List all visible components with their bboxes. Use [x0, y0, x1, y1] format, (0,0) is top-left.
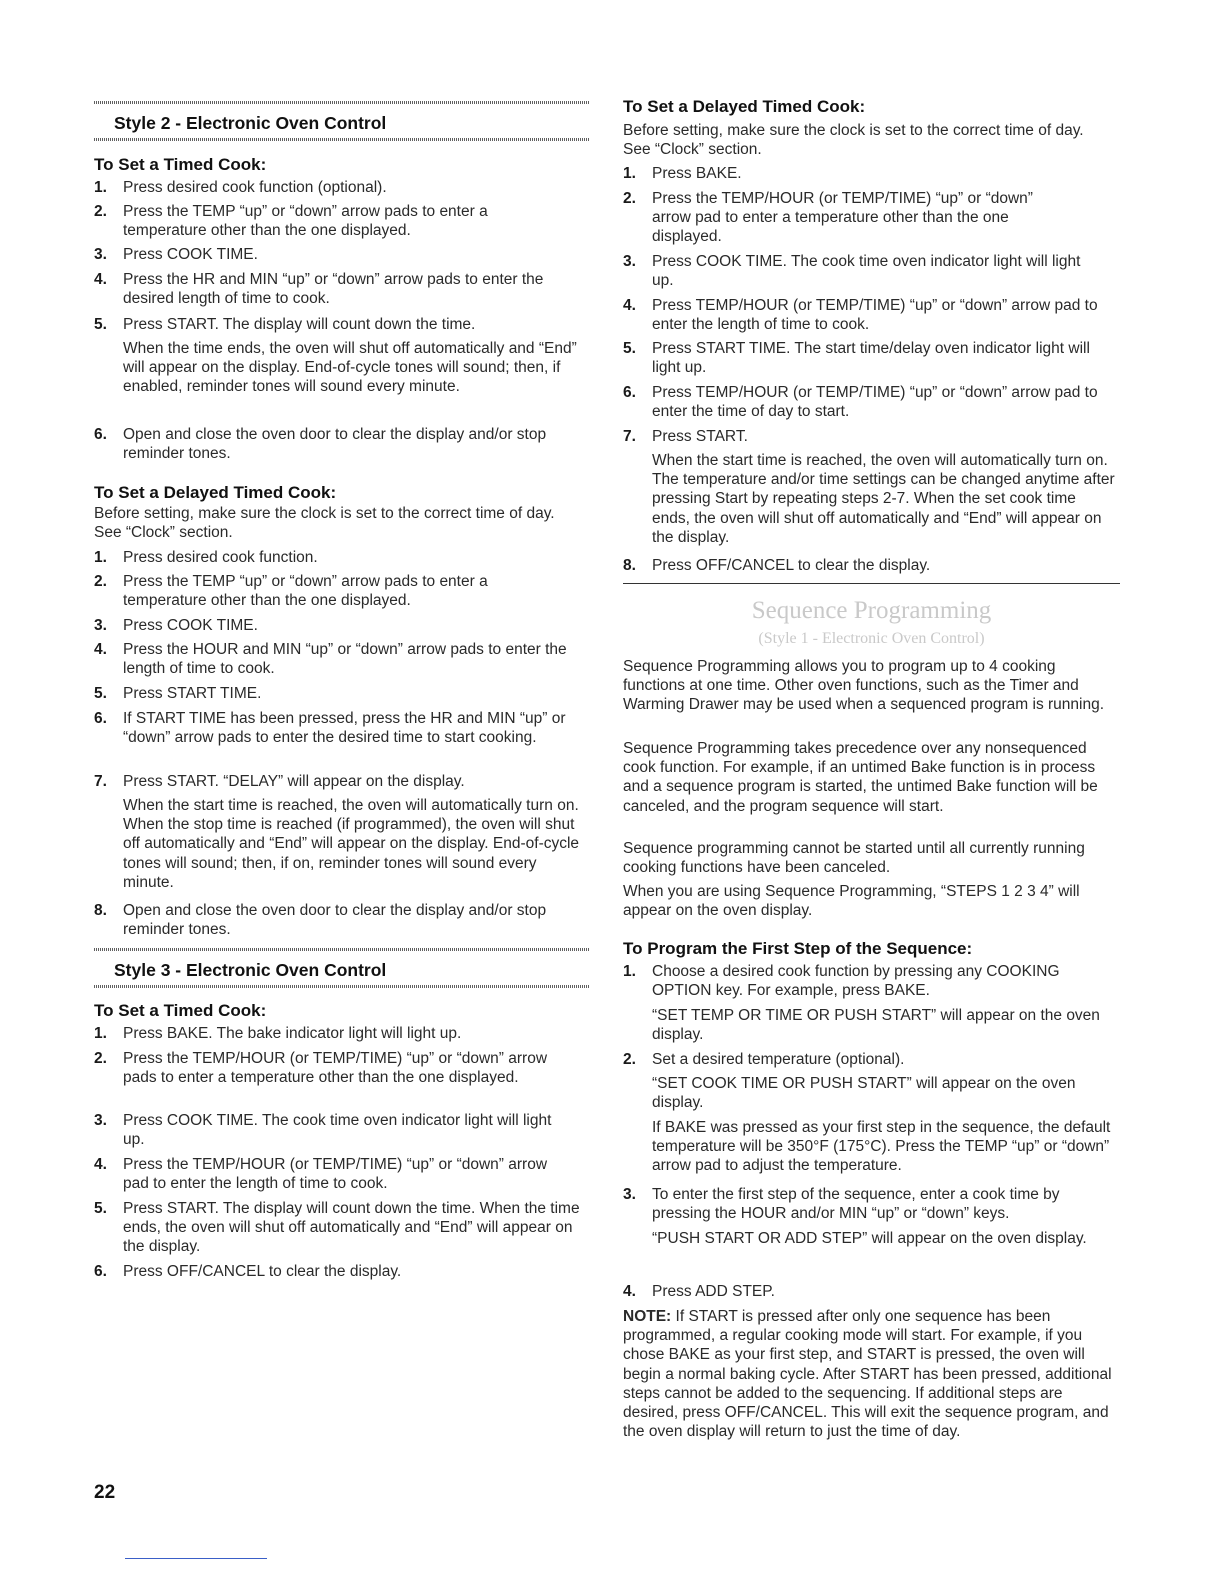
paragraph: When you are using Sequence Programming, “STEPS 1 2 3 4” will appear on the oven display.	[623, 883, 1080, 920]
step-number: 8.	[623, 557, 636, 574]
step-text: Press START.	[652, 428, 748, 445]
page-number: 22	[94, 1482, 116, 1503]
dotted-rule	[94, 101, 590, 104]
intro-paragraph: Before setting, make sure the clock is set to the correct time of day. See “Clock” section.	[623, 122, 1084, 159]
step-number: 5.	[623, 340, 636, 357]
step-number: 5.	[94, 685, 107, 702]
dotted-rule	[94, 138, 590, 141]
step-text: Press COOK TIME. The cook time oven indicator light will light up.	[652, 253, 1081, 290]
step-note: When the start time is reached, the oven will automatically turn on. The temperature and/or time settings can be changed anytime after pressing Start by repeating steps 2-7. When the set cook time ends, the oven will shut off automatically and “End” will appear on the display.	[652, 452, 1115, 546]
note-text: If START is pressed after only one sequence has been programmed, a regular cooking mode will start. For example, if you chose BAKE as your first step, and START is pressed, the oven will begin a normal baking cycle. After START has been pressed, additional steps cannot be added to the sequencing. If additional steps are desired, press OFF/CANCEL. This will exit the sequence program, and the oven display will return to just the time of day.	[623, 1308, 1112, 1441]
section-heading: To Set a Delayed Timed Cook:	[623, 97, 866, 116]
step-note: “PUSH START OR ADD STEP” will appear on the oven display.	[652, 1230, 1087, 1247]
step-number: 1.	[623, 165, 636, 182]
style3-title: Style 3 - Electronic Oven Control	[114, 960, 387, 980]
step-number: 6.	[94, 426, 107, 443]
section-heading: To Set a Delayed Timed Cook:	[94, 483, 337, 502]
paragraph: Sequence Programming takes precedence over any nonsequenced cook function. For example, if an untimed Bake function is in process and a sequence program is started, the untimed Bake function will be canceled, and the program sequence will start.	[623, 740, 1098, 815]
step-number: 2.	[94, 1050, 107, 1067]
step-number: 6.	[94, 710, 107, 727]
step-text: Press TEMP/HOUR (or TEMP/TIME) “up” or “down” arrow pad to enter the time of day to start.	[652, 384, 1098, 421]
step-text: Set a desired temperature (optional).	[652, 1051, 905, 1068]
note-label: NOTE:	[623, 1308, 672, 1325]
step-text: Press START TIME.	[123, 685, 262, 702]
step-number: 2.	[623, 1051, 636, 1068]
dotted-rule	[94, 985, 590, 988]
step-number: 2.	[94, 573, 107, 590]
step-number: 4.	[94, 271, 107, 288]
step-number: 1.	[94, 179, 107, 196]
step-text: Press desired cook function.	[123, 549, 318, 566]
step-text: Press START. The display will count down the time.	[123, 316, 476, 333]
step-text: Press TEMP/HOUR (or TEMP/TIME) “up” or “down” arrow pad to enter the length of time to cook.	[652, 297, 1098, 334]
section-heading: To Set a Timed Cook:	[94, 155, 267, 174]
step-number: 1.	[94, 1025, 107, 1042]
step-text: To enter the first step of the sequence, enter a cook time by pressing the HOUR and/or MIN “up” or “down” keys.	[652, 1186, 1060, 1223]
step-number: 7.	[623, 428, 636, 445]
paragraph: Sequence programming cannot be started until all currently running cooking functions have been canceled.	[623, 840, 1085, 877]
step-text: Press OFF/CANCEL to clear the display.	[652, 557, 931, 574]
section-divider	[623, 583, 1120, 584]
dotted-rule	[94, 948, 590, 951]
step-text: Press COOK TIME.	[123, 246, 258, 263]
step-text: Choose a desired cook function by pressing any COOKING OPTION key. For example, press BAKE.	[652, 963, 1060, 1000]
step-text: Press the TEMP/HOUR (or TEMP/TIME) “up” or “down” arrow pad to enter a temperature other than the one displayed.	[652, 190, 1033, 246]
step-number: 2.	[623, 190, 636, 207]
step-number: 4.	[94, 1156, 107, 1173]
step-text: Press START TIME. The start time/delay oven indicator light will light up.	[652, 340, 1090, 377]
step-number: 2.	[94, 203, 107, 220]
step-text: Press the HR and MIN “up” or “down” arrow pads to enter the desired length of time to cook.	[123, 271, 544, 308]
step-note: If BAKE was pressed as your first step in the sequence, the default temperature will be 350°F (175°C). Press the TEMP “up” or “down” arrow pad to adjust the temperature.	[652, 1119, 1111, 1175]
step-text: Press ADD STEP.	[652, 1283, 775, 1300]
step-text: Press BAKE.	[652, 165, 742, 182]
section-heading: To Program the First Step of the Sequence:	[623, 939, 973, 958]
step-number: 5.	[94, 316, 107, 333]
step-number: 1.	[94, 549, 107, 566]
step-number: 4.	[623, 297, 636, 314]
style3-header	[94, 948, 590, 988]
step-text: Press START. “DELAY” will appear on the display.	[123, 773, 465, 790]
step-text: Press BAKE. The bake indicator light will light up.	[123, 1025, 462, 1042]
step-number: 6.	[94, 1263, 107, 1280]
step-note: When the time ends, the oven will shut off automatically and “End” will appear on the display. End-of-cycle tones will sound; then, if enabled, reminder tones will sound every minute.	[123, 340, 577, 396]
step-number: 3.	[94, 246, 107, 263]
section-heading: To Set a Timed Cook:	[94, 1001, 267, 1020]
step-text: Press the TEMP “up” or “down” arrow pads to enter a temperature other than the one displayed.	[123, 573, 488, 610]
step-number: 4.	[623, 1283, 636, 1300]
step-number: 3.	[94, 617, 107, 634]
note-paragraph	[623, 1307, 1120, 1441]
step-number: 7.	[94, 773, 107, 790]
step-text: Open and close the oven door to clear the display and/or stop reminder tones.	[123, 426, 547, 463]
step-text: Press the TEMP “up” or “down” arrow pads to enter a temperature other than the one displayed.	[123, 203, 488, 240]
sequence-subtitle: (Style 1 - Electronic Oven Control)	[758, 630, 985, 647]
step-note: “SET TEMP OR TIME OR PUSH START” will appear on the oven display.	[652, 1007, 1100, 1044]
step-number: 3.	[94, 1112, 107, 1129]
step-text: Press COOK TIME. The cook time oven indicator light will light up.	[123, 1112, 552, 1149]
paragraph: Sequence Programming allows you to program up to 4 cooking functions at one time. Other oven functions, such as the Timer and Warming Drawer may be used when a sequenced program is running.	[623, 658, 1105, 714]
step-text: Press the TEMP/HOUR (or TEMP/TIME) “up” or “down” arrow pads to enter a temperature other than the one displayed.	[123, 1050, 548, 1087]
step-number: 3.	[623, 253, 636, 270]
footer-line	[125, 1558, 267, 1559]
step-text: Open and close the oven door to clear the display and/or stop reminder tones.	[123, 902, 547, 939]
step-text: Press the TEMP/HOUR (or TEMP/TIME) “up” or “down” arrow pad to enter the length of time to cook.	[123, 1156, 548, 1193]
step-number: 6.	[623, 384, 636, 401]
step-number: 3.	[623, 1186, 636, 1203]
step-text: Press desired cook function (optional).	[123, 179, 387, 196]
intro-paragraph: Before setting, make sure the clock is set to the correct time of day. See “Clock” section.	[94, 505, 555, 542]
style2-header	[94, 101, 590, 141]
step-text: Press the HOUR and MIN “up” or “down” arrow pads to enter the length of time to cook.	[123, 641, 567, 678]
step-number: 5.	[94, 1200, 107, 1217]
style2-title: Style 2 - Electronic Oven Control	[114, 113, 387, 133]
step-note: When the start time is reached, the oven will automatically turn on. When the stop time is reached (if programmed), the oven will shut off automatically and “End” will appear on the display. End-of-cycle tones will sound; then, if on, reminder tones will sound every minute.	[123, 797, 580, 891]
step-number: 1.	[623, 963, 636, 980]
step-text: Press COOK TIME.	[123, 617, 258, 634]
step-text: Press OFF/CANCEL to clear the display.	[123, 1263, 402, 1280]
step-text: If START TIME has been pressed, press the HR and MIN “up” or “down” arrow pads to enter the desired time to start cooking.	[123, 710, 566, 747]
step-number: 8.	[94, 902, 107, 919]
step-note: “SET COOK TIME OR PUSH START” will appear on the oven display.	[652, 1075, 1076, 1112]
step-number: 4.	[94, 641, 107, 658]
step-text: Press START. The display will count down the time. When the time ends, the oven will shut off automatically and “End” will appear on the display.	[123, 1200, 580, 1256]
sequence-title: Sequence Programming	[751, 597, 992, 624]
